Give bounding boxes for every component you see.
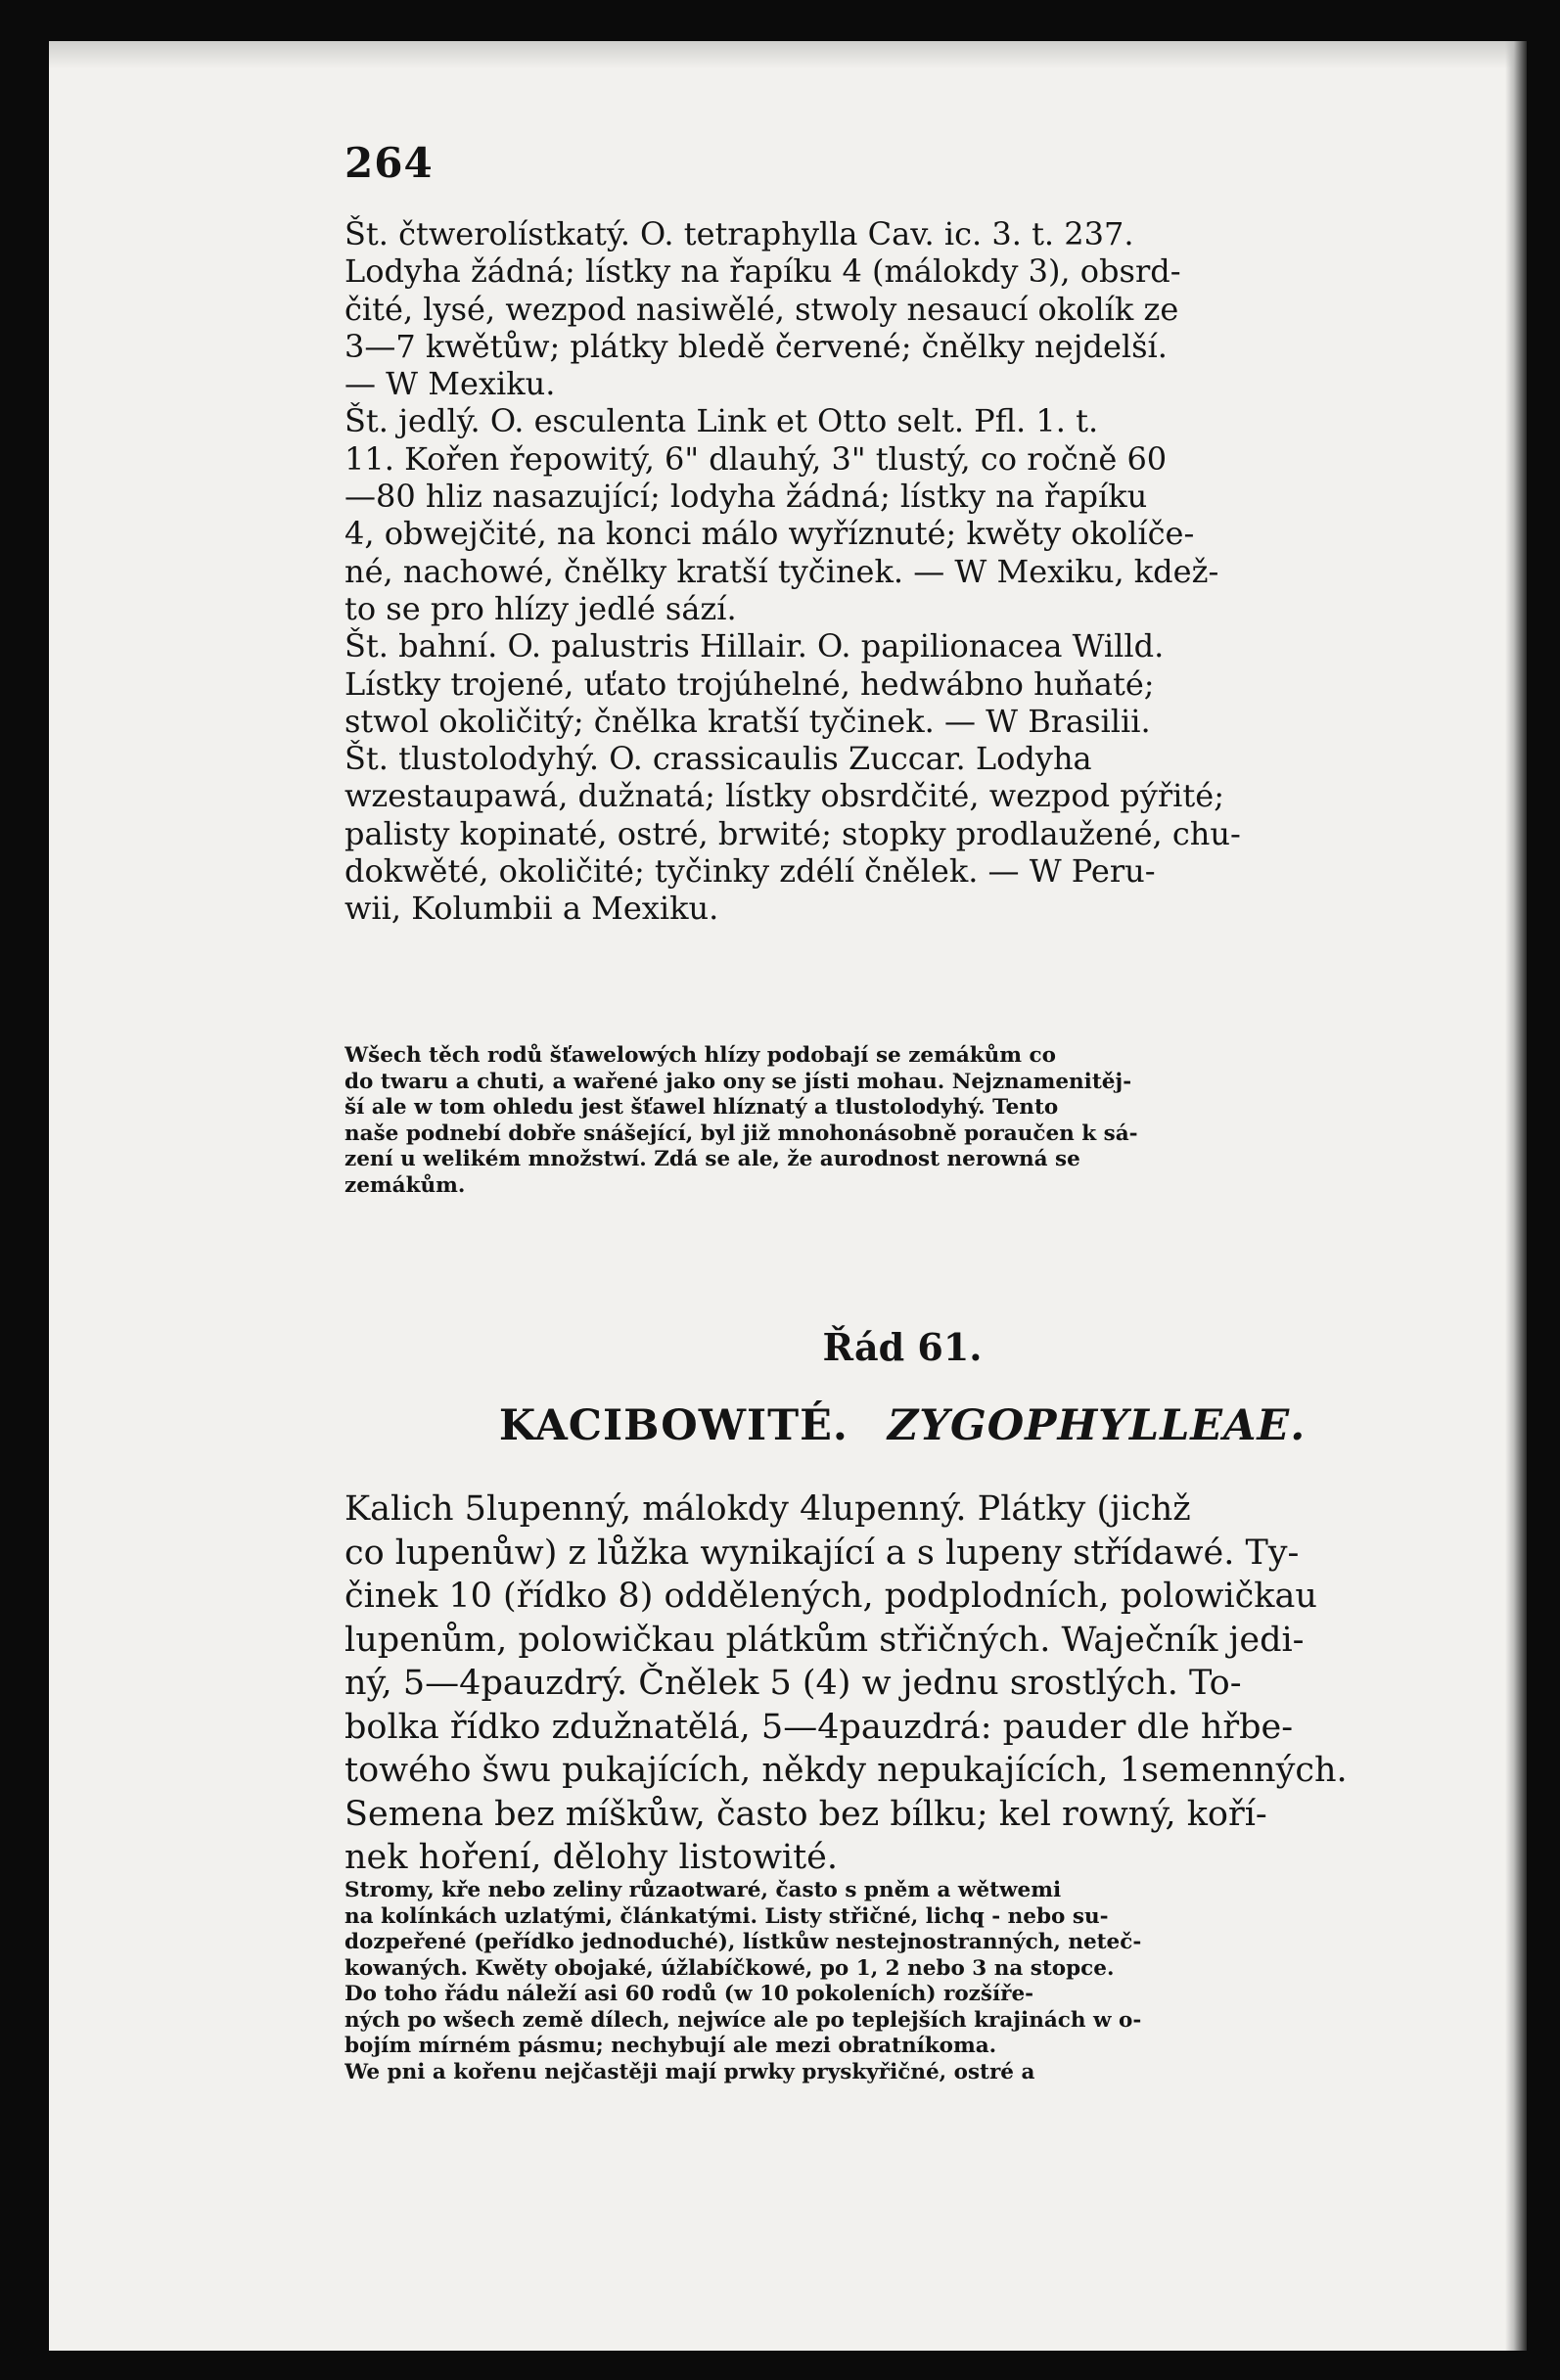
small-text-line: dozpeřené (peřídko jednoduché), lístkůw nestejnostranných, neteč-: [344, 1930, 1142, 1954]
small-text-line: zení u welikém množstwí. Zdá se ale, že aurodnost nerowná se: [344, 1147, 1080, 1171]
small-text-line: Stromy, kře nebo zeliny růzaotwaré, často s pněm a wětwemi: [344, 1878, 1062, 1902]
small-text-line: do twaru a chuti, a wařené jako ony se jísti mohau. Nejznamenitěj-: [344, 1069, 1132, 1094]
species-descriptions: [344, 215, 1460, 928]
text-line: palisty kopinaté, ostré, brwité; stopky prodlaužené, chu-: [344, 814, 1241, 852]
text-line: stwol okoličitý; čnělka kratší tyčinek. — W Brasilii.: [344, 702, 1151, 740]
text-line: nek hoření, dělohy listowité.: [344, 1838, 838, 1877]
text-line: né, nachowé, čnělky kratší tyčinek. — W Mexiku, kdež-: [344, 552, 1219, 590]
text-line: Št. jedlý. O. esculenta Link et Otto selt. Pfl. 1. t.: [344, 402, 1099, 440]
text-line: wzestaupawá, dužnatá; lístky obsrdčité, wezpod pýřité;: [344, 777, 1224, 815]
text-line: lupenům, polowičkau plátkům střičných. Waječník jedi-: [344, 1620, 1305, 1660]
book-page: [49, 41, 1527, 2351]
text-line: bolka řídko zdužnatělá, 5—4pauzdrá: pauder dle hřbe-: [344, 1707, 1294, 1747]
text-line: towého šwu pukajících, někdy nepukajících, 1semenných.: [344, 1751, 1348, 1790]
family-notes: [344, 1878, 1460, 2085]
small-text-line: naše podnebí dobře snášející, byl již mnohonásobně poraučen k sá-: [344, 1121, 1138, 1146]
text-line: 3—7 kwětůw; plátky bledě červené; čnělky nejdelší.: [344, 327, 1168, 365]
text-line: ný, 5—4pauzdrý. Čnělek 5 (4) w jednu srostlých. To-: [344, 1664, 1242, 1703]
text-line: Kalich 5lupenný, málokdy 4lupenný. Plátky (jichž: [344, 1489, 1191, 1529]
text-line: Št. čtwerolístkatý. O. tetraphylla Cav. ic. 3. t. 237.: [344, 215, 1134, 252]
page-edge-shadow: [1505, 41, 1527, 2351]
small-text-line: zemákům.: [344, 1172, 466, 1198]
text-line: dokwěté, okoličité; tyčinky zdélí čnělek. — W Peru-: [344, 852, 1156, 891]
family-heading: [344, 1401, 1460, 1450]
text-line: Št. bahní. O. palustris Hillair. O. papilionacea Willd.: [344, 627, 1165, 665]
text-line: — W Mexiku.: [344, 365, 556, 403]
small-text-line: Do toho řádu náleží asi 60 rodů (w 10 pokoleních) rozšíře-: [344, 1982, 1034, 2006]
small-text-line: We pni a kořenu nejčastěji mají prwky pryskyřičné, ostré a: [344, 2059, 1035, 2084]
text-line: Št. tlustolodyhý. O. crassicaulis Zuccar. Lodyha: [344, 740, 1092, 778]
family-latin-name: ZYGOPHYLLEAE.: [887, 1401, 1307, 1450]
text-line: to se pro hlízy jedlé sází.: [344, 589, 737, 627]
text-line: Semena bez míškůw, často bez bílku; kel rowný, koří-: [344, 1794, 1267, 1834]
text-line: Lístky trojené, uťato trojúhelné, hedwábno huňaté;: [344, 664, 1155, 703]
small-text-line: kowaných. Kwěty obojaké, úžlabíčkowé, po 1, 2 nebo 3 na stopce.: [344, 1955, 1115, 1981]
small-text-line: na kolínkách uzlatými, článkatými. Listy střičné, lichq - nebo su-: [344, 1903, 1109, 1929]
tuber-note: [344, 1043, 1460, 1199]
small-text-line: bojím mírném pásmu; nechybují ale mezi obratníkoma.: [344, 2034, 997, 2058]
text-line: co lupenůw) z lůžka wynikající a s lupeny střídawé. Ty-: [344, 1533, 1300, 1573]
order-heading: Řád 61.: [822, 1325, 983, 1369]
text-line: 4, obwejčité, na konci málo wyříznuté; kwěty okolíče-: [344, 515, 1195, 553]
page-number: 264: [344, 139, 434, 187]
text-line: čité, lysé, wezpod nasiwělé, stwoly nesaucí okolík ze: [344, 290, 1179, 328]
small-text-line: ných po wšech země dílech, nejwíce ale po teplejších krajinách w o-: [344, 2007, 1142, 2033]
text-line: Lodyha žádná; lístky na řapíku 4 (málokdy 3), obsrd-: [344, 252, 1181, 291]
text-line: —80 hliz nasazující; lodyha žádná; lístky na řapíku: [344, 478, 1148, 516]
small-text-line: ší ale w tom ohledu jest šťawel hlíznatý a tlustolodyhý. Tento: [344, 1095, 1059, 1120]
text-line: 11. Kořen řepowitý, 6" dlauhý, 3" tlustý, co ročně 60: [344, 439, 1168, 478]
text-line: činek 10 (řídko 8) oddělených, podplodních, polowičkau: [344, 1577, 1317, 1616]
text-line: wii, Kolumbii a Mexiku.: [344, 890, 719, 928]
family-czech-name: KACIBOWITÉ.: [498, 1401, 849, 1450]
small-text-line: Wšech těch rodů šťawelowých hlízy podobají se zemákům co: [344, 1043, 1056, 1068]
family-description: [344, 1488, 1460, 1880]
